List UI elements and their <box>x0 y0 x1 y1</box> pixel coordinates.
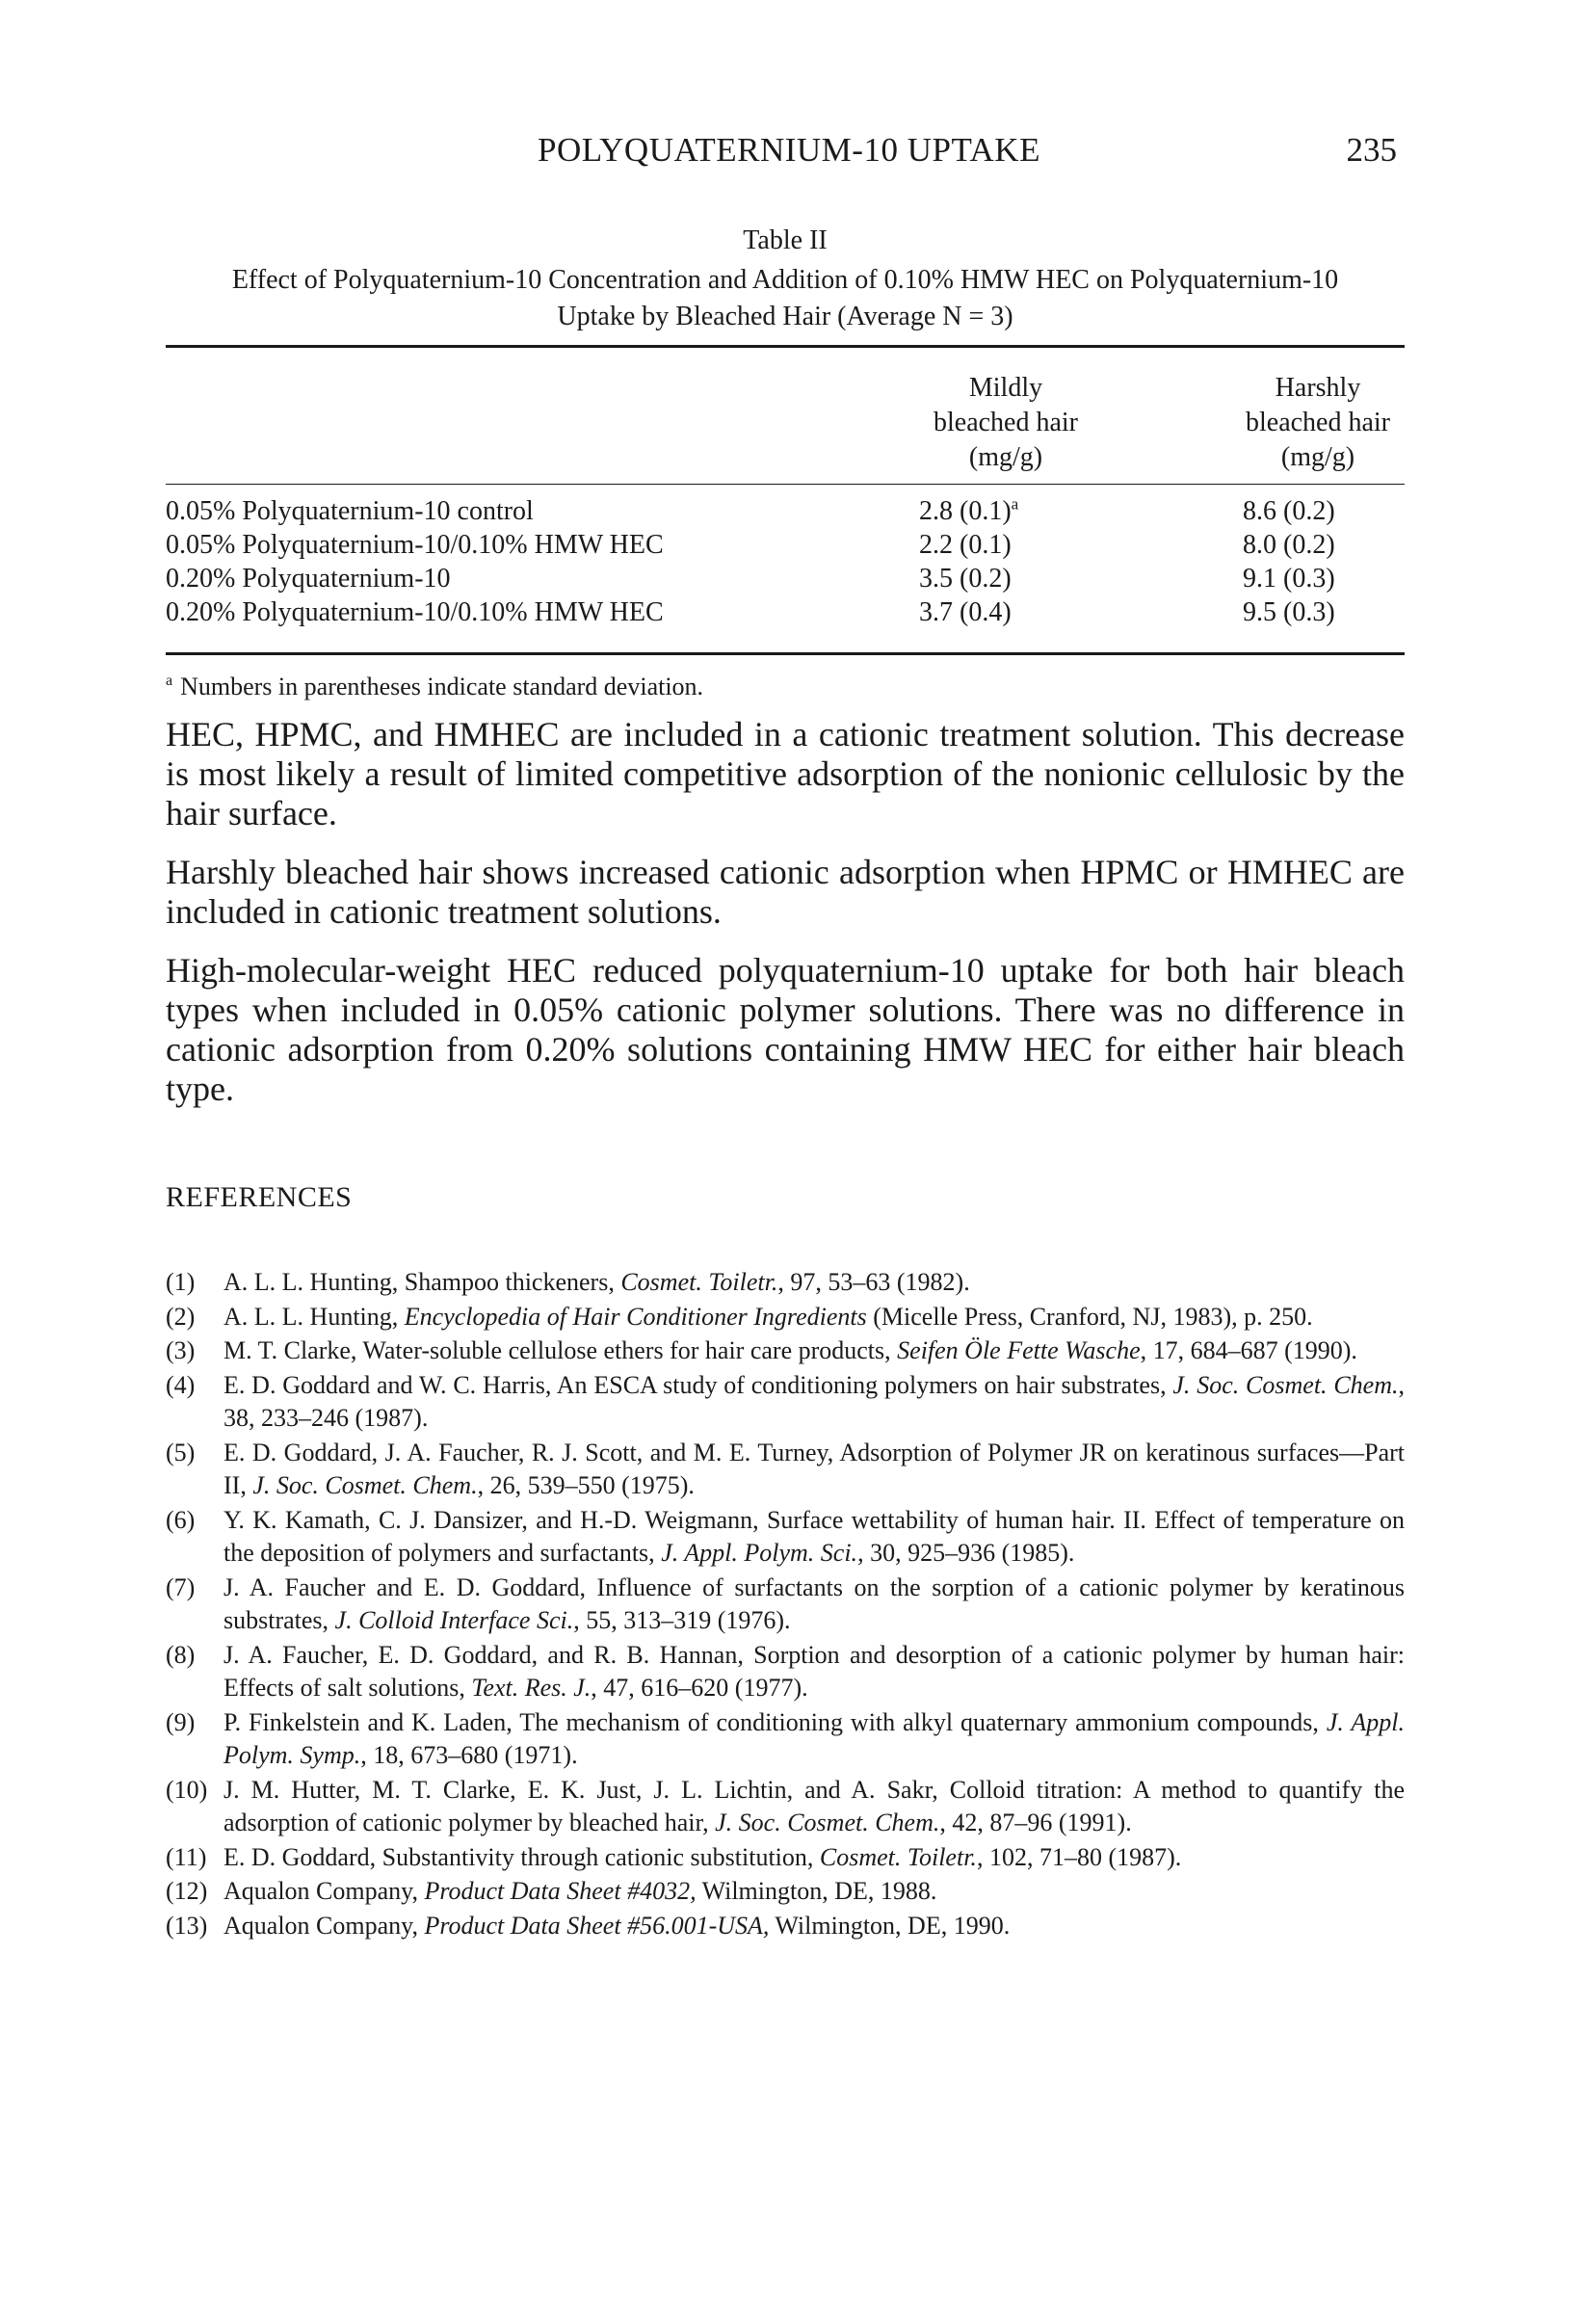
reference-number: (11) <box>166 1842 207 1871</box>
column-header-line: Mildly <box>968 373 1043 403</box>
reference-number: (9) <box>166 1707 196 1736</box>
table-row <box>166 562 1405 595</box>
cell-harshly-bleached: 9.5 (0.3) <box>1243 597 1335 627</box>
column-header-line: bleached hair <box>933 408 1079 437</box>
table-row <box>166 595 1405 629</box>
cell-harshly-bleached: 9.1 (0.3) <box>1243 564 1335 594</box>
reference-item <box>166 1266 1405 1300</box>
reference-number: (12) <box>166 1877 208 1905</box>
reference-details: , 55, 313–319 (1976). <box>573 1606 791 1634</box>
running-head-title: POLYQUATERNIUM-10 UPTAKE <box>538 131 1040 169</box>
reference-number: (6) <box>166 1505 196 1534</box>
reference-details: , 26, 539–550 (1975). <box>477 1471 695 1499</box>
table-label: Table II <box>743 225 828 255</box>
running-head <box>0 131 1578 173</box>
reference-details: , 102, 71–80 (1987). <box>976 1842 1182 1871</box>
reference-item <box>166 1841 1405 1875</box>
reference-item <box>166 1639 1405 1705</box>
body-text <box>166 715 1405 1128</box>
cell-harshly-bleached: 8.0 (0.2) <box>1243 530 1335 560</box>
reference-item <box>166 1334 1405 1368</box>
row-label: 0.05% Polyquaternium-10 control <box>166 496 534 526</box>
reference-journal: J. Soc. Cosmet. Chem. <box>715 1809 940 1836</box>
reference-text: Aqualon Company, <box>224 1911 425 1940</box>
table-caption-line: Effect of Polyquaternium-10 Concentration and Addition of 0.10% HMW HEC on Polyquaternium-10 <box>231 265 1339 295</box>
reference-item <box>166 1910 1405 1943</box>
reference-journal: Product Data Sheet #4032, <box>424 1877 697 1905</box>
reference-journal: J. Soc. Cosmet. Chem. <box>252 1471 478 1499</box>
table-header <box>166 361 1405 484</box>
reference-details: Wilmington, DE, 1988. <box>696 1877 937 1905</box>
reference-journal: Product Data Sheet #56.001-USA, <box>424 1911 770 1940</box>
cell-value: 2.8 (0.1) <box>919 496 1012 526</box>
reference-item <box>166 1706 1405 1773</box>
references-heading: REFERENCES <box>166 1181 353 1213</box>
reference-journal: Cosmet. Toiletr. <box>620 1268 778 1296</box>
paragraph: High-molecular-weight HEC reduced polyquaternium-10 uptake for both hair bleach types when included in 0.05% cationic polymer solutions. There was no difference in cationic adsorption from 0.20% solutions containing HMW HEC for either hair bleach type. <box>166 951 1405 1108</box>
cell-mildly-bleached: 3.7 (0.4) <box>919 597 1012 627</box>
reference-text: J. A. Faucher, E. D. Goddard, and R. B. Hannan, Sorption and desorption of a cationic polymer by human hair: Effects of salt solutions, <box>224 1640 1405 1702</box>
table-ii <box>166 224 1405 703</box>
reference-details: , 38, 233–246 (1987). <box>224 1370 1405 1432</box>
footnote-text: Numbers in parentheses indicate standard deviation. <box>180 673 704 700</box>
table-top-rule <box>166 345 1405 348</box>
table-bottom-rule <box>166 652 1405 655</box>
reference-details: , 97, 53–63 (1982). <box>777 1268 970 1296</box>
paragraph: Harshly bleached hair shows increased cationic adsorption when HPMC or HMHEC are included in cationic treatment solutions. <box>166 853 1405 931</box>
table-caption-line: Uptake by Bleached Hair (Average N = 3) <box>557 302 1013 331</box>
reference-journal: J. Colloid Interface Sci. <box>334 1606 574 1634</box>
cell-mildly-bleached: 2.2 (0.1) <box>919 530 1012 560</box>
table-footnote <box>166 671 1405 703</box>
reference-number: (3) <box>166 1336 196 1364</box>
reference-text: J. A. Faucher and E. D. Goddard, Influence of surfactants on the sorption of a cationic polymer by keratinous substrates, <box>224 1572 1405 1634</box>
table-row <box>166 494 1405 528</box>
row-label: 0.20% Polyquaternium-10 <box>166 564 451 594</box>
reference-number: (10) <box>166 1775 208 1804</box>
page-number: 235 <box>1346 131 1397 169</box>
paragraph: HEC, HPMC, and HMHEC are included in a cationic treatment solution. This decrease is most likely a result of limited competitive adsorption of the nonionic cellulosic by the hair surface. <box>166 715 1405 832</box>
references-section <box>166 1181 1405 1943</box>
reference-details: , 18, 673–680 (1971). <box>360 1741 578 1769</box>
reference-details: Wilmington, DE, 1990. <box>769 1911 1011 1940</box>
reference-text: E. D. Goddard, J. A. Faucher, R. J. Scott, and M. E. Turney, Adsorption of Polymer JR on keratinous surfaces—Part II, <box>224 1438 1405 1499</box>
column-header-line: (mg/g) <box>968 442 1043 472</box>
reference-details: , 42, 87–96 (1991). <box>939 1809 1132 1836</box>
reference-details: (Micelle Press, Cranford, NJ, 1983), p. 250. <box>866 1302 1313 1331</box>
reference-journal: J. Appl. Polym. Sci. <box>661 1539 858 1567</box>
reference-number: (13) <box>166 1911 208 1940</box>
reference-text: A. L. L. Hunting, <box>224 1302 405 1331</box>
reference-number: (5) <box>166 1438 196 1466</box>
reference-text: Aqualon Company, <box>224 1877 425 1905</box>
reference-item <box>166 1504 1405 1571</box>
cell-mildly-bleached: 3.5 (0.2) <box>919 564 1012 594</box>
cell-harshly-bleached: 8.6 (0.2) <box>1243 496 1335 526</box>
reference-details: , 47, 616–620 (1977). <box>591 1674 808 1702</box>
reference-text: Y. K. Kamath, C. J. Dansizer, and H.-D. Weigmann, Surface wettability of human hair. II. Effect of temperature on the deposition of polymers and surfactants, <box>224 1505 1405 1567</box>
reference-text: M. T. Clarke, Water-soluble cellulose ethers for hair care products, <box>224 1336 898 1364</box>
reference-journal: Encyclopedia of Hair Conditioner Ingredients <box>404 1302 867 1331</box>
reference-number: (4) <box>166 1370 196 1399</box>
column-header-harshly-bleached <box>1212 371 1424 475</box>
reference-item <box>166 1437 1405 1503</box>
reference-item <box>166 1369 1405 1436</box>
reference-text: J. M. Hutter, M. T. Clarke, E. K. Just, J. L. Lichtin, and A. Sakr, Colloid titration: A method to quantify the adsorption of cationic polymer by bleached hair, <box>224 1775 1405 1836</box>
reference-number: (2) <box>166 1302 196 1331</box>
reference-journal: Text. Res. J. <box>471 1674 592 1702</box>
cell-mildly-bleached <box>919 494 1018 528</box>
reference-item <box>166 1774 1405 1840</box>
column-header-line: bleached hair <box>1245 408 1391 437</box>
reference-number: (1) <box>166 1268 196 1296</box>
reference-number: (8) <box>166 1640 196 1669</box>
reference-number: (7) <box>166 1572 196 1601</box>
reference-journal: Seifen Öle Fette Wasche <box>897 1336 1141 1364</box>
reference-text: P. Finkelstein and K. Laden, The mechanism of conditioning with alkyl quaternary ammonium compounds, <box>224 1707 1327 1736</box>
row-label: 0.05% Polyquaternium-10/0.10% HMW HEC <box>166 530 664 560</box>
column-header-mildly-bleached <box>909 371 1102 475</box>
row-label: 0.20% Polyquaternium-10/0.10% HMW HEC <box>166 597 664 627</box>
reference-text: A. L. L. Hunting, Shampoo thickeners, <box>224 1268 621 1296</box>
reference-details: , 17, 684–687 (1990). <box>1140 1336 1357 1364</box>
reference-text: E. D. Goddard, Substantivity through cationic substitution, <box>224 1842 820 1871</box>
reference-journal: J. Appl. Polym. Symp. <box>224 1707 1405 1769</box>
table-row <box>166 528 1405 562</box>
column-header-line: Harshly <box>1275 373 1361 403</box>
footnote-marker: a <box>1011 494 1019 514</box>
table-body <box>166 485 1405 652</box>
reference-text: E. D. Goddard and W. C. Harris, An ESCA study of conditioning polymers on hair substrates, <box>224 1370 1173 1399</box>
column-header-line: (mg/g) <box>1280 442 1355 472</box>
reference-item <box>166 1571 1405 1638</box>
reference-item <box>166 1875 1405 1909</box>
reference-item <box>166 1301 1405 1334</box>
footnote-marker: a <box>166 673 173 690</box>
reference-details: , 30, 925–936 (1985). <box>857 1539 1075 1567</box>
reference-journal: J. Soc. Cosmet. Chem. <box>1172 1370 1399 1399</box>
reference-journal: Cosmet. Toiletr. <box>819 1842 977 1871</box>
table-caption <box>166 262 1405 335</box>
